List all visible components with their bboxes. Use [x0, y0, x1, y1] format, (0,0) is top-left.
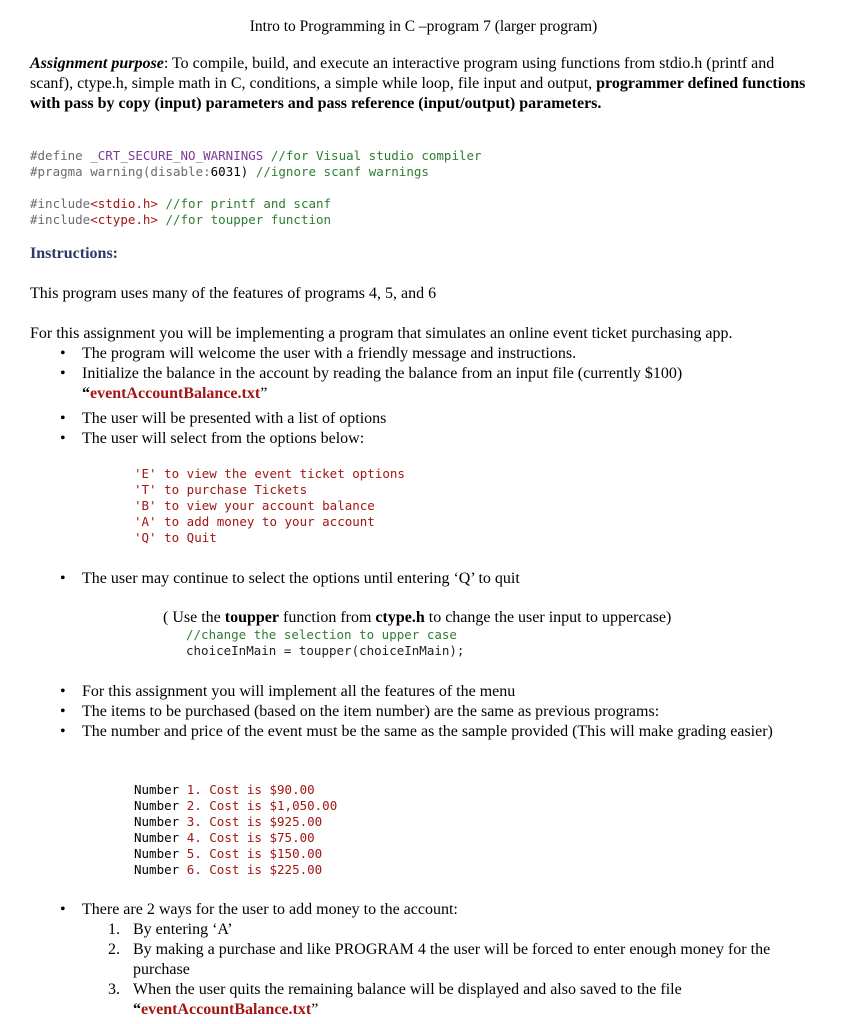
list-item: • The user will select from the options below: — [30, 429, 810, 449]
list-item: • The user may continue to select the options until entering ‘Q’ to quit — [30, 569, 810, 589]
list-item: • There are 2 ways for the user to add money to the account: — [30, 900, 810, 920]
code-keyword: #pragma — [30, 164, 83, 179]
code-header: <ctype.h> — [90, 212, 158, 227]
code-defines — [30, 148, 482, 180]
list-item: • Initialize the balance in the account by reading the balance from an input file (currently $100) “eventAccountBalance.txt” — [30, 364, 810, 404]
numbered-item: 1. By entering ‘A’ — [108, 921, 233, 938]
instructions-heading: Instructions: — [30, 245, 119, 262]
option-e: 'E' to view the event ticket options — [134, 466, 405, 481]
code-header: <stdio.h> — [90, 196, 158, 211]
bullet-list-ways — [30, 900, 810, 920]
file-name: eventAccountBalance.txt — [90, 385, 261, 402]
numbered-item: 2. By making a purchase and like PROGRAM 4 the user will be forced to enter enough money for the purchase — [108, 941, 771, 978]
list-item: • The program will welcome the user with a friendly message and instructions. — [30, 344, 810, 364]
code-includes — [30, 196, 331, 228]
menu-options-code — [134, 466, 405, 546]
code-text: warning(disable: — [90, 164, 211, 179]
list-item: • The user will be presented with a list of options — [30, 409, 810, 429]
code-comment: //change the selection to upper case — [186, 627, 457, 642]
code-comment: //for printf and scanf — [165, 196, 332, 211]
bullet-list-2 — [30, 682, 800, 742]
option-a: 'A' to add money to your account — [134, 514, 375, 529]
toupper-note: ( Use the toupper function from ctype.h to change the user input to uppercase) — [163, 609, 672, 626]
code-comment: //for Visual studio compiler — [270, 148, 482, 163]
purpose-bold: programmer defined functions with pass by copy (input) parameters and pass reference (input/output) parameters. — [30, 75, 806, 112]
code-keyword: #include — [30, 212, 91, 227]
list-item: • For this assignment you will implement all the features of the menu — [30, 682, 800, 702]
code-comment: //ignore scanf warnings — [255, 164, 429, 179]
code-number: 6031) — [210, 164, 249, 179]
bullet-list-1 — [30, 344, 810, 449]
code-keyword: #define — [30, 148, 83, 163]
option-b: 'B' to view your account balance — [134, 498, 375, 513]
code-comment: //for toupper function — [165, 212, 332, 227]
numbered-list — [108, 920, 808, 1020]
document-title: Intro to Programming in C –program 7 (larger program) — [249, 18, 598, 35]
bullet-list-continue — [30, 569, 810, 589]
uses-line: This program uses many of the features of programs 4, 5, and 6 — [30, 285, 437, 302]
purpose-label: Assignment purpose — [30, 55, 164, 72]
price-list-code: Number 1. Cost is $90.00 Number 2. Cost is $1,050.00 Number 3. Cost is $925.00 Number 4. Cost is $75.00 Number 5. Cost is $150.00 Number 6. Cost is $225.00 — [134, 782, 338, 877]
file-name-2: eventAccountBalance.txt — [141, 1001, 312, 1018]
list-item: • The number and price of the event must be the same as the sample provided (This will make grading easier) — [30, 722, 800, 742]
numbered-item: 3. When the user quits the remaining balance will be displayed and also saved to the file “eventAccountBalance.txt” — [108, 981, 682, 1018]
code-keyword: #include — [30, 196, 91, 211]
intro-line: For this assignment you will be implementing a program that simulates an online event ticket purchasing app. — [30, 325, 733, 342]
code-statement: choiceInMain = toupper(choiceInMain); — [186, 643, 465, 658]
list-item: • The items to be purchased (based on the item number) are the same as previous programs: — [30, 702, 800, 722]
code-macro: _CRT_SECURE_NO_WARNINGS — [90, 148, 264, 163]
option-t: 'T' to purchase Tickets — [134, 482, 308, 497]
toupper-code — [186, 627, 464, 659]
purpose-text: : To compile, build, and execute an interactive program using functions from stdio.h (printf and scanf), ctype.h, simple math in C, conditions, a simple while loop, file input and output, — [30, 55, 775, 92]
assignment-purpose — [30, 54, 820, 114]
option-q: 'Q' to Quit — [134, 530, 217, 545]
